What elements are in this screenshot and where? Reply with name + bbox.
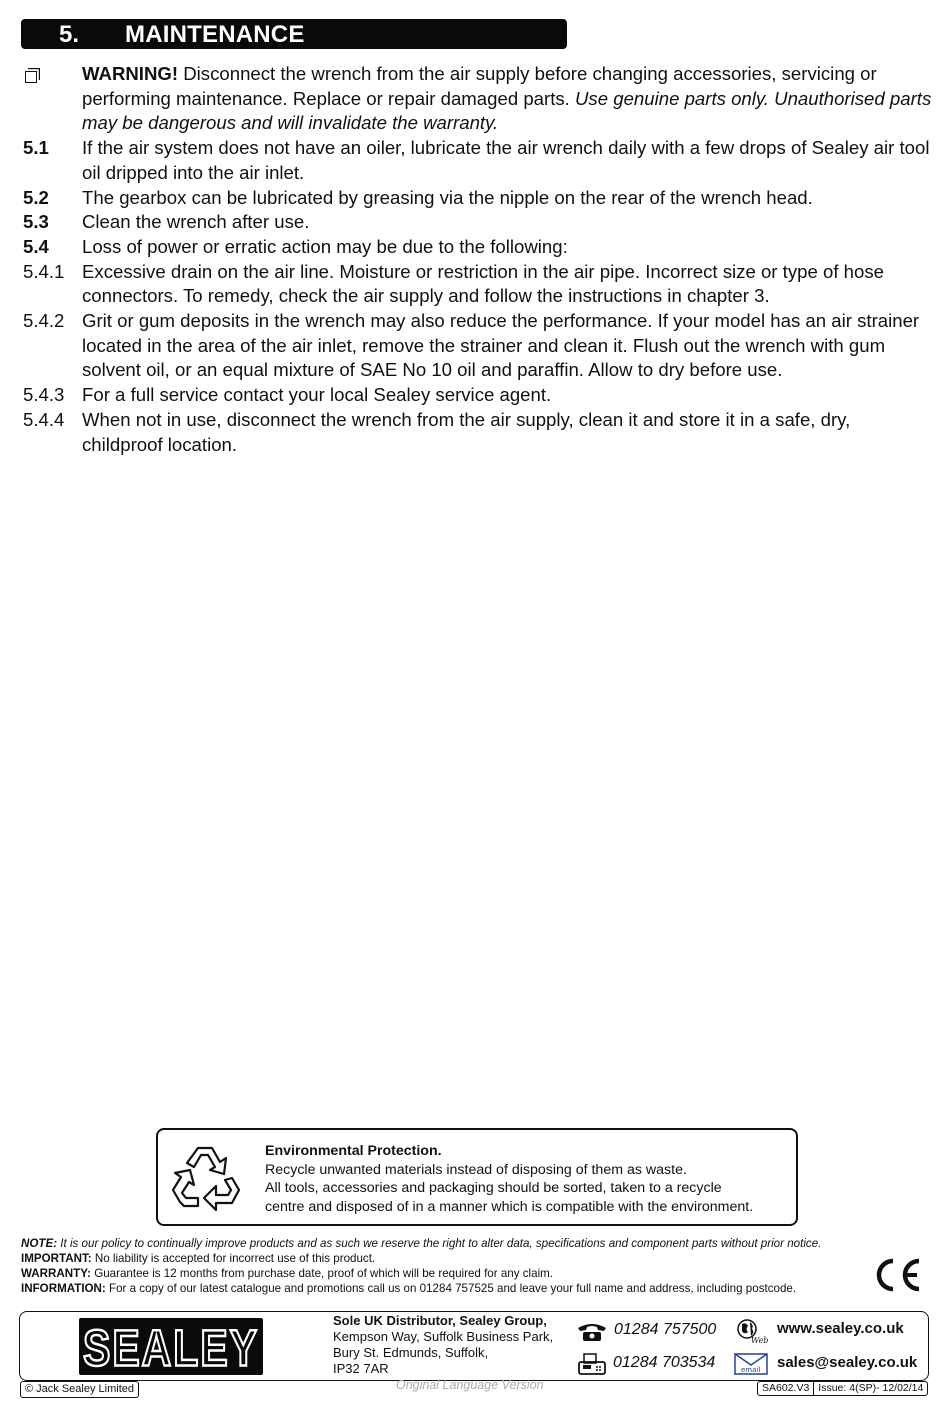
ce-mark-icon (873, 1256, 923, 1294)
item-number: 5.3 (23, 211, 49, 233)
warranty-text: Guarantee is 12 months from purchase date, proof of which will be required for any claim. (90, 1267, 554, 1280)
list-item (23, 210, 933, 235)
item-text: Clean the wrench after use. (82, 211, 310, 233)
item-number: 5.1 (23, 137, 49, 159)
item-number: 5.4.1 (23, 260, 65, 282)
web-label: Web (751, 1336, 769, 1345)
note-line (21, 1236, 881, 1251)
warranty-label: WARRANTY: (21, 1267, 91, 1280)
item-number: 5.4.2 (23, 310, 65, 332)
warranty-line (21, 1266, 881, 1281)
email-envelope-icon (734, 1353, 768, 1375)
distributor-address (333, 1313, 553, 1377)
section-title: MAINTENANCE (125, 21, 305, 48)
notes-block (21, 1236, 881, 1296)
sealey-logo (79, 1318, 263, 1375)
environmental-protection-box (156, 1128, 798, 1226)
important-label: IMPORTANT: (21, 1252, 92, 1265)
telephone-icon (576, 1320, 608, 1342)
email-label: email (741, 1366, 761, 1374)
web-globe-icon (736, 1317, 772, 1345)
information-text: For a copy of our latest catalogue and promotions call us on 01284 757525 and leave your full name and address, including postcode. (105, 1282, 797, 1295)
fax-icon (576, 1352, 608, 1376)
item-number: 5.2 (23, 186, 49, 208)
list-item (23, 235, 933, 260)
section-number: 5. (59, 21, 80, 48)
item-text: Grit or gum deposits in the wrench may also reduce the performance. If your model has an air strainer located in the area of the air inlet, remove the strainer and clean it. Flush out the wrench with gum solvent oil, or an equal mixture of SAE No 10 oil and paraffin. Allow to dry before use. (82, 310, 920, 381)
environmental-line: All tools, accessories and packaging should be sorted, taken to a recycle (265, 1180, 722, 1197)
website-link[interactable]: www.sealey.co.uk (777, 1320, 904, 1337)
phone-number: 01284 757500 (614, 1321, 717, 1338)
list-item (23, 260, 933, 309)
list-item (23, 383, 933, 408)
maintenance-content (23, 62, 933, 457)
list-item (23, 408, 933, 457)
item-number: 5.4 (23, 235, 49, 257)
address-line: IP32 7AR (333, 1361, 389, 1376)
email-link[interactable]: sales@sealey.co.uk (777, 1354, 918, 1371)
copyright-label: © Jack Sealey Limited (20, 1381, 139, 1398)
item-text: When not in use, disconnect the wrench from the air supply, clean it and store it in a safe, dry, childproof location. (82, 408, 851, 455)
important-text: No liability is accepted for incorrect use of this product. (91, 1252, 376, 1265)
address-line: Kempson Way, Suffolk Business Park, (333, 1329, 554, 1344)
checkbox-icon (25, 71, 37, 83)
logo-text: SEALEY (82, 1319, 260, 1377)
document-reference (757, 1381, 928, 1396)
address-line: Bury St. Edmunds, Suffolk, (333, 1345, 489, 1360)
important-line (21, 1251, 881, 1266)
original-language-label: Original Language Version (396, 1378, 544, 1392)
document-code: SA602.V3 (762, 1382, 810, 1394)
recycle-icon (168, 1140, 244, 1214)
list-item (23, 136, 933, 185)
footer-box (19, 1311, 929, 1381)
list-item (23, 186, 933, 211)
item-text: If the air system does not have an oiler, lubricate the air wrench daily with a few drops of Sealey air tool oil dripped into the air inlet. (82, 137, 930, 183)
information-line (21, 1281, 881, 1296)
item-text: Excessive drain on the air line. Moisture or restriction in the air pipe. Incorrect size or type of hose connectors. To remedy, check the air supply and follow the instructions in chapter 3. (82, 260, 884, 307)
environmental-line: centre and disposed of in a manner which is compatible with the environment. (265, 1198, 754, 1215)
environmental-text (265, 1142, 753, 1216)
note-text: It is our policy to continually improve products and as such we reserve the right to alter data, specifications and component parts without prior notice. (57, 1237, 822, 1250)
list-item (23, 309, 933, 383)
distributor-title: Sole UK Distributor, Sealey Group, (333, 1313, 547, 1328)
fax-number: 01284 703534 (613, 1354, 716, 1371)
item-number: 5.4.4 (23, 408, 65, 430)
item-text: For a full service contact your local Sealey service agent. (82, 384, 552, 406)
environmental-title: Environmental Protection. (265, 1143, 442, 1159)
item-text: Loss of power or erratic action may be due to the following: (82, 235, 568, 257)
section-header (21, 19, 567, 49)
warning-text: Disconnect the wrench from the air supply before changing accessories, servicing or performing maintenance. Replace or repair damaged parts. (82, 63, 877, 109)
warning-italic-text: Use genuine parts only. Unauthorised parts may be dangerous and will invalidate the warranty. (82, 87, 932, 134)
environmental-line: Recycle unwanted materials instead of disposing of them as waste. (265, 1161, 687, 1178)
warning-item (23, 62, 933, 136)
issue-label: Issue: 4(SP)- 12/02/14 (813, 1382, 927, 1395)
information-label: INFORMATION: (21, 1282, 106, 1295)
note-label: NOTE: (21, 1237, 58, 1250)
warning-label: WARNING! (82, 63, 179, 84)
item-number: 5.4.3 (23, 384, 65, 406)
item-text: The gearbox can be lubricated by greasing via the nipple on the rear of the wrench head. (82, 186, 813, 208)
